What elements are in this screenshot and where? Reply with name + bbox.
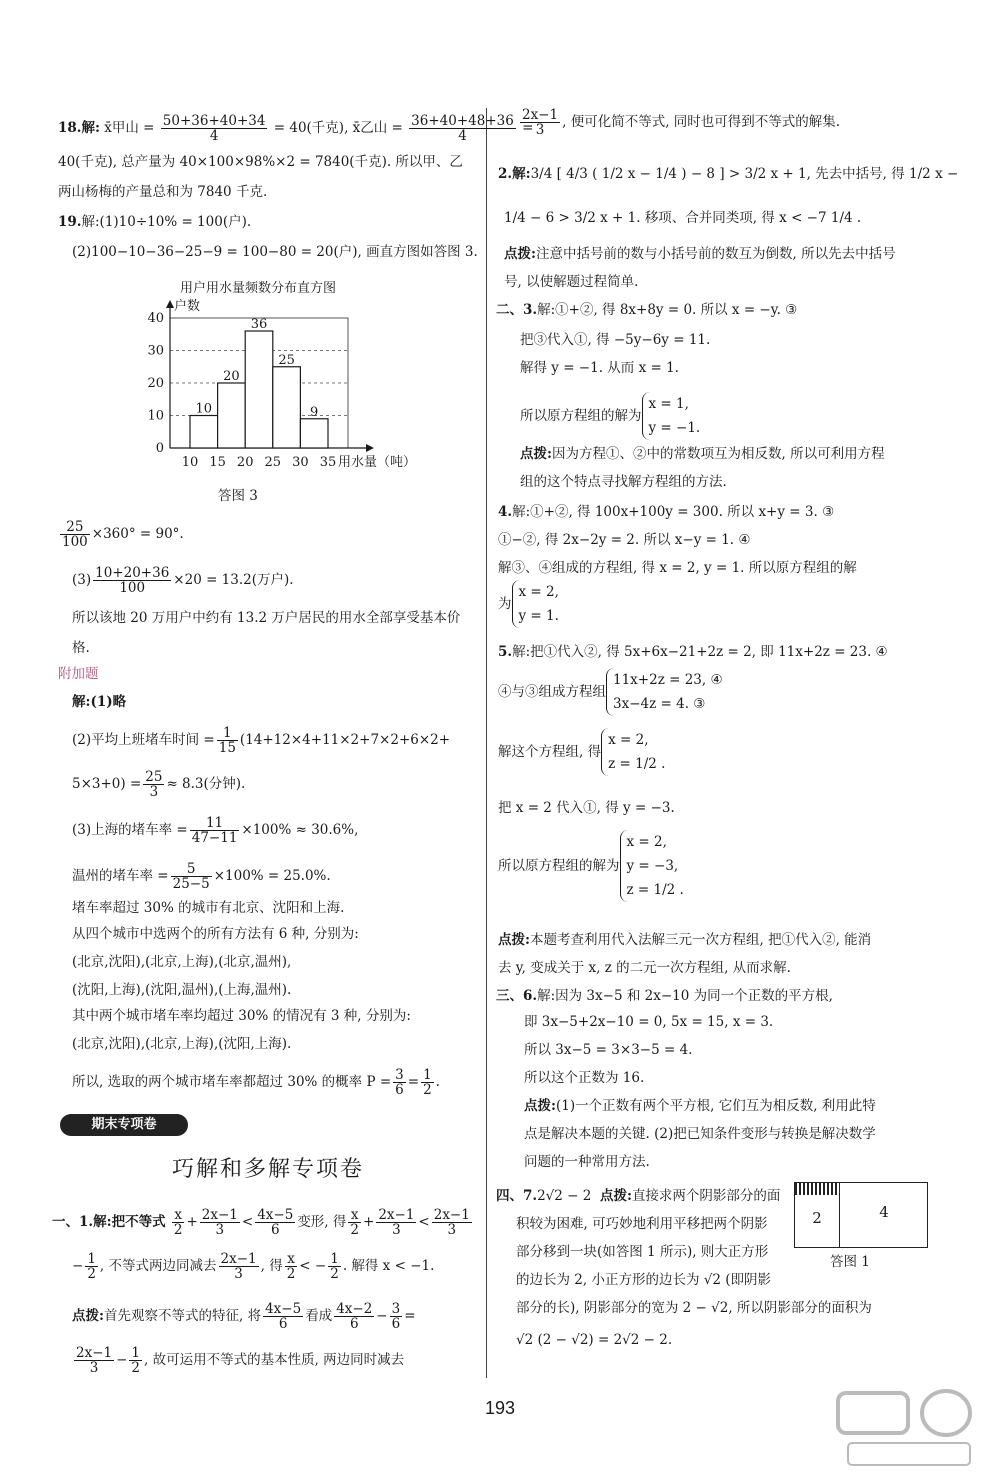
q18-label: 解:: [81, 120, 100, 136]
extra-line11: (北京,沈阳),(北京,上海),(沈阳,上海).: [72, 1036, 292, 1052]
q18-number: 18.: [58, 120, 82, 136]
q7-line4: 的边长为 2, 小正方形的边长为 √2 (即阴影: [516, 1272, 772, 1288]
bar-value-label: 20: [223, 369, 240, 384]
q19-number: 19.: [58, 214, 82, 230]
y-tick-label: 20: [147, 376, 164, 391]
extra-heading: 附加题: [58, 666, 99, 682]
section-tag: 期末专项卷: [60, 1114, 188, 1136]
p1-tip-line1: 点拨:首先观察不等式的特征, 将 $\frac{4x-5}{6}$ 看成 $\frac{4x-2}{6}$ − $\frac{3}{6}$ =: [72, 1301, 416, 1332]
bar-value-label: 36: [250, 317, 268, 332]
q3-line3: 解得 y = −1. 从而 x = 1.: [520, 360, 679, 376]
q6-line4: 所以这个正数为 16.: [524, 1070, 645, 1086]
extra-line7: 从四个城市中选两个的所有方法有 6 种, 分别为:: [72, 926, 359, 942]
y-tick-label: 10: [147, 408, 164, 424]
q18-fraction-1: $\frac{50+36+40+34}{4}$: [162, 113, 266, 144]
q18-text: = 40(千克), x̄乙山 =: [273, 120, 403, 136]
x-tick-label: 25: [264, 455, 282, 470]
q7-line5: 部分的长), 阴影部分的宽为 2 − √2, 所以阴影部分的面积为: [516, 1300, 872, 1316]
extra-line2: (2)平均上班堵车时间 = $\frac{1}{15}$ (14+12×4+11×2+7×2+6×2+: [72, 725, 451, 756]
watermark-logo: [828, 1371, 978, 1471]
q6-line3: 所以 3x−5 = 3×3−5 = 4.: [524, 1042, 693, 1058]
q4-solution: 为 x = 2, y = 1.: [498, 580, 559, 628]
large-square-label: 4: [879, 1203, 889, 1221]
q3-tip: 点拨:因为方程①、②中的常数项互为相反数, 所以可利用方程: [520, 446, 885, 462]
y-axis-arrow: [166, 300, 174, 308]
histogram-bar: [300, 419, 328, 448]
q5-line4: 把 x = 2 代入①, 得 y = −3.: [498, 800, 675, 816]
q5-solve: 解这个方程组, 得 x = 2, z = 1/2 .: [498, 728, 665, 776]
q18-line1: [58, 114, 533, 143]
q6-tip: 点拨:(1)一个正数有两个平方根, 它们互为相反数, 利用此特: [524, 1098, 876, 1114]
small-square-label: 2: [812, 1209, 822, 1227]
x-tick-label: 20: [236, 455, 254, 470]
q5-system: ④与③组成方程组 11x+2z = 23, ④ 3x−4z = 4. ③: [498, 668, 723, 716]
q18-line3: 两山杨梅的产量总和为 7840 千克.: [58, 184, 268, 200]
histogram-bar: [218, 383, 246, 448]
q5-solution: 所以原方程组的解为 x = 2, y = −3, z = 1/2 .: [498, 830, 684, 902]
figure-caption: 答图 1: [830, 1254, 870, 1270]
q4-line3: 解③、④组成的方程组, 得 x = 2, y = 1. 所以原方程组的解: [498, 560, 857, 576]
histogram-bar: [245, 331, 273, 448]
q18-fraction-2: $\frac{36+40+48+36}{4}$: [411, 113, 514, 144]
extra-line6: 堵车率超过 30% 的城市有北京、沈阳和上海.: [72, 900, 345, 916]
histogram-chart: [114, 276, 414, 476]
extra-line8: (北京,沈阳),(北京,上海),(北京,温州),: [72, 954, 292, 970]
p1-tip-line2: $\frac{2x-1}{3}$ − $\frac{1}{2}$ , 故可运用不等式的基本性质, 两边同时减去: [76, 1345, 405, 1376]
q6-tip2: 点是解决本题的关键. (2)把已知条件变形与转换是解决数学: [524, 1126, 876, 1142]
histogram-bar: [190, 416, 218, 449]
extra-line4: (3)上海的堵车率 = $\frac{11}{47-11}$ ×100% ≈ 30.6%,: [72, 815, 359, 846]
q2-tip2: 号, 以使解题过程简单.: [504, 274, 639, 290]
q18-line2: 40(千克), 总产量为 40×100×98%×2 = 7840(千克). 所以甲、乙: [58, 154, 463, 170]
q19-line1: [58, 212, 251, 232]
shaded-strip: [795, 1183, 839, 1195]
extra-line9: (沈阳,上海),(沈阳,温州),(上海,温州).: [72, 982, 292, 998]
histogram-bar: [273, 367, 301, 448]
p1-line2: − $\frac{1}{2}$ , 不等式两边同减去 $\frac{2x-1}{3}$ , 得 $\frac{x}{2}$ < − $\frac{1}{2}$ . 解得 x < −1.: [72, 1251, 435, 1282]
q3-solution: 所以原方程组的解为 x = 1, y = −1.: [520, 392, 700, 440]
q7-line3: 部分移到一块(如答图 1 所示), 则大正方形: [516, 1244, 769, 1260]
q3-line1: 二、3.解:①+②, 得 8x+8y = 0. 所以 x = −y. ③: [496, 302, 798, 318]
q2-line1: 2.解:3/4 [ 4/3 ( 1/2 x − 1/4 ) − 8 ] > 3/2 x + 1, 先去中括号, 得 1/2 x −: [498, 166, 959, 182]
q2-line2: 1/4 − 6 > 3/2 x + 1. 移项、合并同类项, 得 x < −7 1/4 .: [504, 210, 862, 226]
angle-line: $\frac{25}{100}$ ×360° = 90°.: [62, 519, 184, 550]
bar-value-label: 25: [278, 352, 295, 368]
extra-line12: 所以, 选取的两个城市堵车率都超过 30% 的概率 P = $\frac{3}{6}$ = $\frac{1}{2}$ .: [72, 1067, 440, 1098]
q19-part3-line1: (3) $\frac{10+20+36}{100}$ ×20 = 13.2(万户).: [72, 565, 294, 596]
q19-text: 解:(1)10÷10% = 100(户).: [81, 214, 252, 230]
q18-text: x̄甲山 =: [104, 120, 155, 136]
q3-line2: 把③代入①, 得 −5y−6y = 11.: [520, 332, 711, 348]
chart-title: 用户用水量频数分布直方图: [180, 281, 337, 296]
x-axis-label: 用水量（吨）: [338, 455, 414, 470]
q6-line1: 三、6.解:因为 3x−5 和 2x−10 为同一个正数的平方根,: [496, 988, 833, 1004]
small-square: [795, 1183, 840, 1247]
bar-value-label: 9: [310, 404, 319, 420]
q7-line6: √2 (2 − √2) = 2√2 − 2.: [516, 1332, 673, 1348]
y-axis-label: 户数: [174, 299, 201, 314]
q18-text: =: [522, 120, 534, 136]
q19-part3-line2: 所以该地 20 万用户中约有 13.2 万户居民的用水全部享受基本价: [72, 610, 461, 626]
q4-line1: 4.解:①+②, 得 100x+100y = 300. 所以 x+y = 3. ③: [498, 504, 835, 520]
q6-line2: 即 3x−5+2x−10 = 0, 5x = 15, x = 3.: [524, 1014, 774, 1030]
x-tick-label: 15: [209, 455, 226, 470]
extra-line5: 温州的堵车率 = $\frac{5}{25-5}$ ×100% = 25.0%.: [72, 861, 331, 892]
histogram-figure: [114, 276, 414, 480]
y-tick-label: 40: [147, 311, 164, 326]
extra-line10: 其中两个城市堵车率均超过 30% 的情况有 3 种, 分别为:: [72, 1008, 411, 1024]
x-tick-label: 35: [319, 455, 337, 470]
page-number: 193: [484, 1398, 516, 1418]
q7-line2: 积较为困难, 可巧妙地利用平移把两个阴影: [516, 1216, 768, 1232]
p1-line1: 一、1.解:把不等式 $\frac{x}{2}$ + $\frac{2x-1}{3}$ < $\frac{4x-5}{6}$ 变形, 得 $\frac{x}{2}$ + $\frac{2x-1}{3}$ < $\frac{2x-1}{3}$: [52, 1207, 470, 1238]
x-tick-label: 10: [181, 455, 199, 470]
q5-line1: 5.解:把①代入②, 得 5x+6x−21+2z = 2, 即 11x+2z = 23. ④: [498, 644, 888, 660]
section-title: 巧解和多解专项卷: [171, 1157, 364, 1182]
square-figure: [794, 1182, 928, 1248]
q6-tip3: 问题的一种常用方法.: [524, 1154, 650, 1170]
q3-tip2: 组的这个特点寻找解方程组的方法.: [520, 474, 727, 490]
q5-tip: 点拨:本题考查利用代入法解三元一次方程组, 把①代入②, 能消: [498, 932, 872, 948]
q2-tip: 点拨:注意中括号前的数与小括号前的数互为倒数, 所以先去中括号: [504, 246, 896, 262]
x-axis-arrow: [366, 444, 374, 452]
y-tick-label: 30: [147, 343, 164, 359]
chart-caption: 答图 3: [218, 488, 258, 504]
q7-line1: 四、7.2√2 − 2 点拨:直接求两个阴影部分的面: [496, 1188, 781, 1204]
r0-line: $\frac{2x-1}{3}$ , 便可化简不等式, 同时也可得到不等式的解集.: [522, 107, 841, 138]
extra-line1: 解:(1)略: [72, 694, 127, 710]
y-tick-label: 0: [155, 441, 164, 456]
q19-part3-line3: 格.: [72, 640, 90, 656]
q19-line2: (2)100−10−36−25−9 = 100−80 = 20(户), 画直方图如答图 3.: [72, 244, 478, 260]
x-tick-label: 30: [292, 455, 309, 470]
extra-line3: 5×3+0) = $\frac{25}{3}$ ≈ 8.3(分钟).: [72, 769, 246, 800]
column-divider: [486, 108, 487, 1378]
q4-line2: ①−②, 得 2x−2y = 2. 所以 x−y = 1. ④: [498, 532, 751, 548]
bar-value-label: 10: [195, 401, 213, 417]
q5-tip2: 去 y, 变成关于 x, z 的二元一次方程组, 从而求解.: [498, 960, 791, 976]
